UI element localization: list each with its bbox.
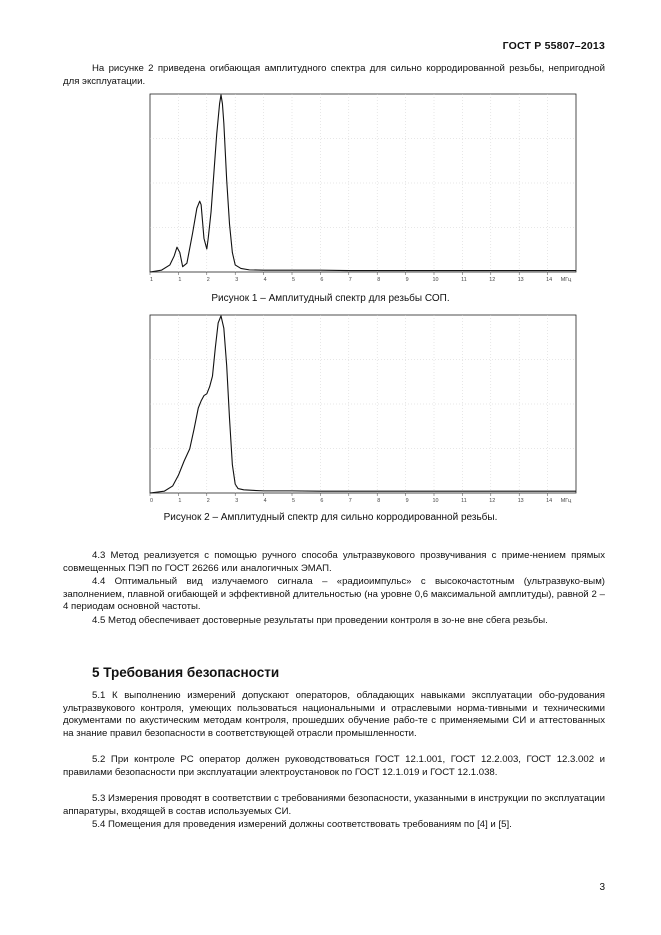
section-5-title: 5 Требования безопасности <box>92 665 280 680</box>
paragraph-5-3: 5.3 Измерения проводят в соответствии с требованиями безопасности, указанными в инструкции по эксплуатации аппаратуры, входящей в состав используемых СИ. <box>63 793 605 817</box>
paragraph-4-3: 4.3 Метод реализуется с помощью ручного способа ультразвукового прозвучивания с приме-нением прямых совмещенных ПЭП по ГОСТ 26266 или аналогичных ЭМАП. <box>63 550 605 574</box>
x-tick-label: 13 <box>517 498 524 504</box>
x-tick-label: 7 <box>348 498 352 504</box>
paragraph-4-5: 4.5 Метод обеспечивает достоверные результаты при проведении контроля в зо-не вне сбега резьбы. <box>92 615 548 626</box>
x-tick-label: 8 <box>377 277 381 283</box>
figure-1-chart <box>148 92 578 287</box>
page-number: 3 <box>599 882 605 893</box>
x-tick-label: 0 <box>150 498 153 504</box>
paragraph-5-4: 5.4 Помещения для проведения измерений должны соответствовать требованиям по [4] и [5]. <box>92 819 512 830</box>
paragraph-5-2: 5.2 При контроле РС оператор должен руководствоваться ГОСТ 12.1.001, ГОСТ 12.2.003, ГОСТ 12.3.002 и правилами безопасности при эксплуатации электроустановок по ГОСТ 12.1.019 и ГОСТ 12.1.038. <box>63 754 605 778</box>
figure-2-plot <box>148 313 578 508</box>
x-tick-label: 4 <box>263 498 267 504</box>
document-id: ГОСТ Р 55807–2013 <box>502 40 605 52</box>
x-tick-label: 10 <box>432 277 439 283</box>
intro-paragraph: На рисунке 2 приведена огибающая амплитудного спектра для сильно корродированной резьбы, непригодной для эксплуатации. <box>63 63 605 87</box>
x-tick-label: 1 <box>178 277 182 283</box>
x-tick-label: 10 <box>432 498 439 504</box>
figure-1-plot <box>148 92 578 287</box>
paragraph-5-1: 5.1 К выполнению измерений допускают операторов, обладающих навыками эксплуатации обо-рудования ультразвукового контроля, умеющих пользоваться национальными и отраслевыми норма-тивными и техническими документами по акустическим методам контроля, прошедших обучение рабо-те с применяемыми СИ и аттестованных на знание правил безопасности в соответствующей отрасли промышленности. <box>63 690 605 739</box>
paragraph-4-4: 4.4 Оптимальный вид излучаемого сигнала – «радиоимпульс» с высокочастотным (ультразвуко-вым) заполнением, плавной огибающей и эффективной длительностью (на уровне 0,6 максимальной амплитуды), равной 2 – 4 периодам основной частоты. <box>63 576 605 613</box>
x-tick-label: 6 <box>320 277 324 283</box>
x-axis-unit: МГц <box>560 277 572 283</box>
x-tick-label: 5 <box>292 277 295 283</box>
x-tick-label: 12 <box>489 498 496 504</box>
x-tick-label: 14 <box>546 277 553 283</box>
figure-2-chart <box>148 313 578 508</box>
x-tick-label: 14 <box>546 498 553 504</box>
x-tick-label: 2 <box>206 277 210 283</box>
x-tick-label: 12 <box>489 277 496 283</box>
figure-1-caption: Рисунок 1 – Амплитудный спектр для резьбы СОП. <box>211 293 450 304</box>
x-tick-label: 7 <box>348 277 352 283</box>
x-tick-label: 4 <box>263 277 267 283</box>
x-tick-label: 13 <box>517 277 524 283</box>
x-tick-label: 1 <box>150 277 153 283</box>
x-tick-label: 2 <box>206 498 210 504</box>
x-tick-label: 11 <box>461 498 467 504</box>
x-tick-label: 3 <box>235 277 239 283</box>
x-tick-label: 11 <box>461 277 467 283</box>
x-axis-unit: МГц <box>560 498 572 504</box>
x-tick-label: 9 <box>405 277 409 283</box>
x-tick-label: 3 <box>235 498 239 504</box>
x-tick-label: 9 <box>405 498 409 504</box>
x-tick-label: 8 <box>377 498 381 504</box>
x-tick-label: 6 <box>320 498 324 504</box>
x-tick-label: 5 <box>292 498 295 504</box>
x-tick-label: 1 <box>178 498 182 504</box>
figure-2-caption: Рисунок 2 – Амплитудный спектр для сильно корродированной резьбы. <box>163 512 498 523</box>
